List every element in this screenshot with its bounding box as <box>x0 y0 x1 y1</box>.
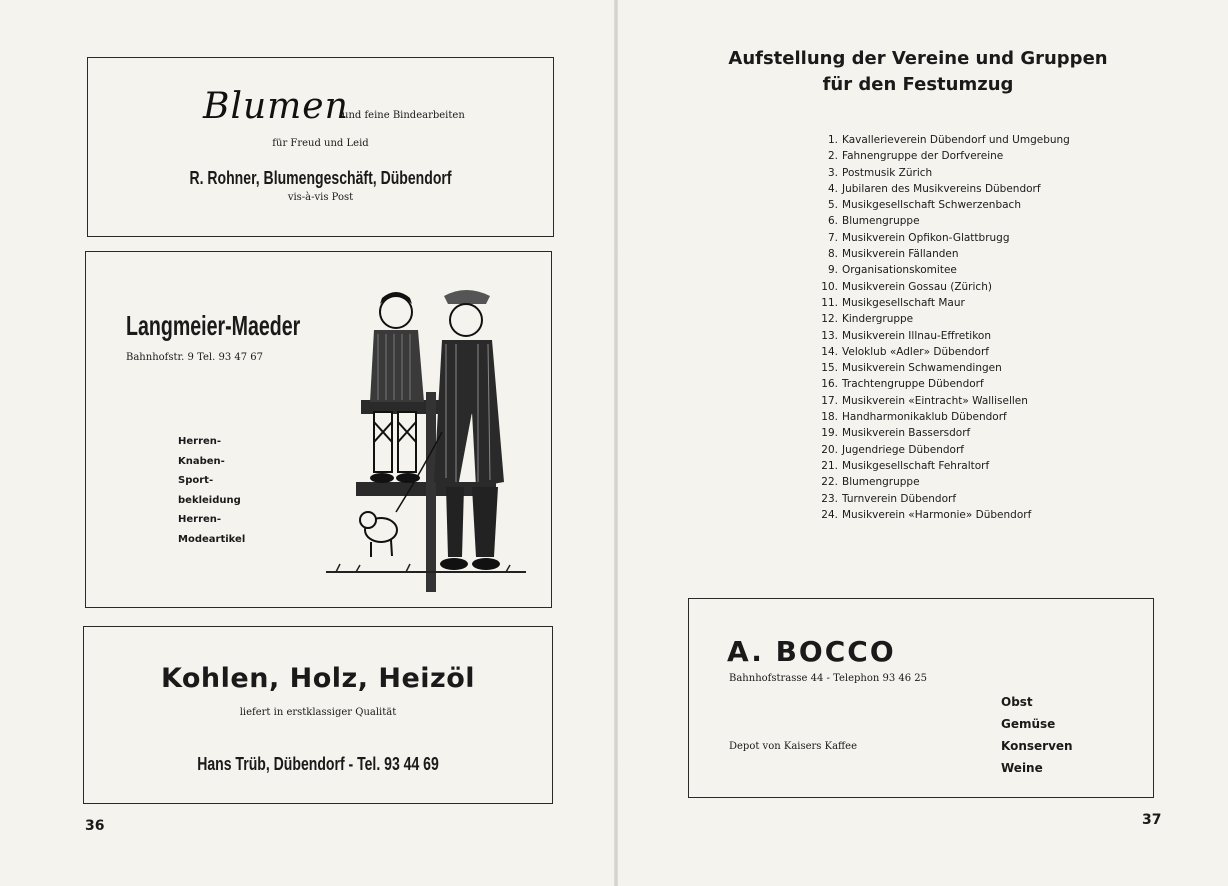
list-item-number: 19. <box>821 427 838 440</box>
list-item <box>810 197 1070 213</box>
list-item-number: 14. <box>821 345 838 358</box>
bocco-product-list <box>1001 691 1073 779</box>
blumen-tagline: und feine Bindearbeiten <box>342 110 465 121</box>
list-item <box>810 132 1070 148</box>
list-item-name: Kindergruppe <box>842 313 914 326</box>
langmeier-name: Langmeier-Maeder <box>126 310 301 341</box>
list-item <box>810 262 1070 278</box>
product-item: Weine <box>1001 761 1043 775</box>
list-item <box>810 393 1070 409</box>
list-item-number: 2. <box>827 150 838 163</box>
list-item-number: 12. <box>821 313 838 326</box>
list-item-number: 6. <box>827 215 838 228</box>
kohlen-ad <box>83 626 553 804</box>
list-item <box>810 181 1070 197</box>
category-item: bekleidung <box>178 494 241 506</box>
list-item-name: Turnverein Dübendorf <box>842 492 957 505</box>
langmeier-category-list <box>178 432 245 549</box>
list-item-number: 15. <box>821 362 838 375</box>
list-item-number: 11. <box>821 296 838 309</box>
list-item <box>810 409 1070 425</box>
list-item <box>810 458 1070 474</box>
list-item-name: Blumengruppe <box>842 476 920 489</box>
list-item-name: Musikverein Gossau (Zürich) <box>842 280 992 293</box>
page-number-right: 37 <box>1142 812 1162 828</box>
list-item-name: Postmusik Zürich <box>842 166 933 179</box>
bocco-depot: Depot von Kaisers Kaffee <box>729 741 857 752</box>
list-item-number: 8. <box>827 248 838 261</box>
list-item-number: 21. <box>821 459 838 472</box>
category-item: Herren- <box>178 436 222 447</box>
list-item <box>810 376 1070 392</box>
festumzug-title-line2: für den Festumzug <box>822 74 1014 95</box>
list-item-name: Musikverein Schwamendingen <box>842 362 1002 375</box>
list-item-number: 5. <box>827 199 838 212</box>
list-item <box>810 148 1070 164</box>
list-item <box>810 344 1070 360</box>
kohlen-headline: Kohlen, Holz, Heizöl <box>160 663 476 694</box>
category-item: Sport- <box>178 475 214 486</box>
list-item-name: Musikverein Fällanden <box>842 248 959 261</box>
kohlen-contact: Hans Trüb, Dübendorf - Tel. 93 44 69 <box>197 754 439 774</box>
blumen-shop-name: R. Rohner, Blumengeschäft, Dübendorf <box>189 168 452 188</box>
product-item: Gemüse <box>1001 717 1056 731</box>
langmeier-address: Bahnhofstr. 9 Tel. 93 47 67 <box>126 352 263 363</box>
bocco-address: Bahnhofstrasse 44 - Telephon 93 46 25 <box>729 673 928 684</box>
list-item <box>810 213 1070 229</box>
list-item-name: Musikverein «Eintracht» Wallisellen <box>842 394 1028 407</box>
blumen-headline: Blumen <box>203 86 349 127</box>
category-item: Modeartikel <box>178 533 246 545</box>
list-item-number: 9. <box>827 264 838 277</box>
list-item <box>810 165 1070 181</box>
festumzug-title <box>718 46 1118 98</box>
group-list <box>810 132 1070 523</box>
list-item-name: Musikverein Bassersdorf <box>842 427 971 440</box>
list-item-number: 18. <box>821 411 838 424</box>
langmeier-ad <box>85 251 552 608</box>
product-item: Obst <box>1001 695 1033 709</box>
list-item <box>810 491 1070 507</box>
list-item-name: Musikgesellschaft Fehraltorf <box>842 459 990 472</box>
list-item <box>810 246 1070 262</box>
blumen-subline: für Freud und Leid <box>272 138 369 149</box>
list-item-name: Musikgesellschaft Schwerzenbach <box>842 199 1021 212</box>
product-item: Konserven <box>1001 739 1073 753</box>
list-item-number: 17. <box>821 394 838 407</box>
right-page <box>618 0 1228 886</box>
list-item-name: Musikgesellschaft Maur <box>842 296 965 309</box>
list-item <box>810 507 1070 523</box>
blumen-location: vis-à-vis Post <box>287 192 354 203</box>
list-item <box>810 442 1070 458</box>
list-item-number: 10. <box>821 280 838 293</box>
list-item-name: Fahnengruppe der Dorfvereine <box>842 150 1004 163</box>
blumen-ad <box>87 57 554 237</box>
bocco-name: A. BOCCO <box>727 635 896 668</box>
list-item-name: Kavallerieverein Dübendorf und Umgebung <box>842 134 1070 146</box>
list-item-number: 23. <box>821 492 838 505</box>
kohlen-subline: liefert in erstklassiger Qualität <box>239 707 397 718</box>
list-item-number: 24. <box>821 508 838 521</box>
list-item <box>810 230 1070 246</box>
list-item-name: Jugendriege Dübendorf <box>842 443 964 456</box>
category-item: Herren- <box>178 514 222 525</box>
list-item-number: 16. <box>821 378 838 391</box>
list-item-name: Blumengruppe <box>842 215 920 228</box>
list-item-name: Trachtengruppe Dübendorf <box>842 378 984 391</box>
list-item-name: Musikverein «Harmonie» Dübendorf <box>842 508 1032 521</box>
list-item <box>810 279 1070 295</box>
list-item-name: Organisationskomitee <box>842 264 957 277</box>
list-item <box>810 474 1070 490</box>
list-item-number: 22. <box>821 476 838 489</box>
list-item <box>810 328 1070 344</box>
list-item <box>810 425 1070 441</box>
page-number-left: 36 <box>85 818 105 834</box>
list-item <box>810 360 1070 376</box>
list-item-number: 4. <box>827 182 838 195</box>
list-item <box>810 295 1070 311</box>
festumzug-title-line1: Aufstellung der Vereine und Gruppen <box>728 48 1108 69</box>
list-item-number: 3. <box>827 166 838 179</box>
list-item-number: 13. <box>821 329 838 342</box>
two-boys-illustration <box>326 282 526 602</box>
category-item: Knaben- <box>178 455 225 467</box>
list-item-number: 20. <box>821 443 838 456</box>
list-item-number: 7. <box>827 231 838 244</box>
list-item-name: Jubilaren des Musikvereins Dübendorf <box>842 182 1041 195</box>
list-item-name: Musikverein Illnau-Effretikon <box>842 329 992 342</box>
list-item-name: Handharmonikaklub Dübendorf <box>842 411 1007 424</box>
list-item-name: Musikverein Opfikon-Glattbrugg <box>842 231 1010 244</box>
list-item <box>810 311 1070 327</box>
list-item-number: 1. <box>827 134 838 146</box>
bocco-ad <box>688 598 1154 798</box>
list-item-name: Veloklub «Adler» Dübendorf <box>842 345 989 358</box>
